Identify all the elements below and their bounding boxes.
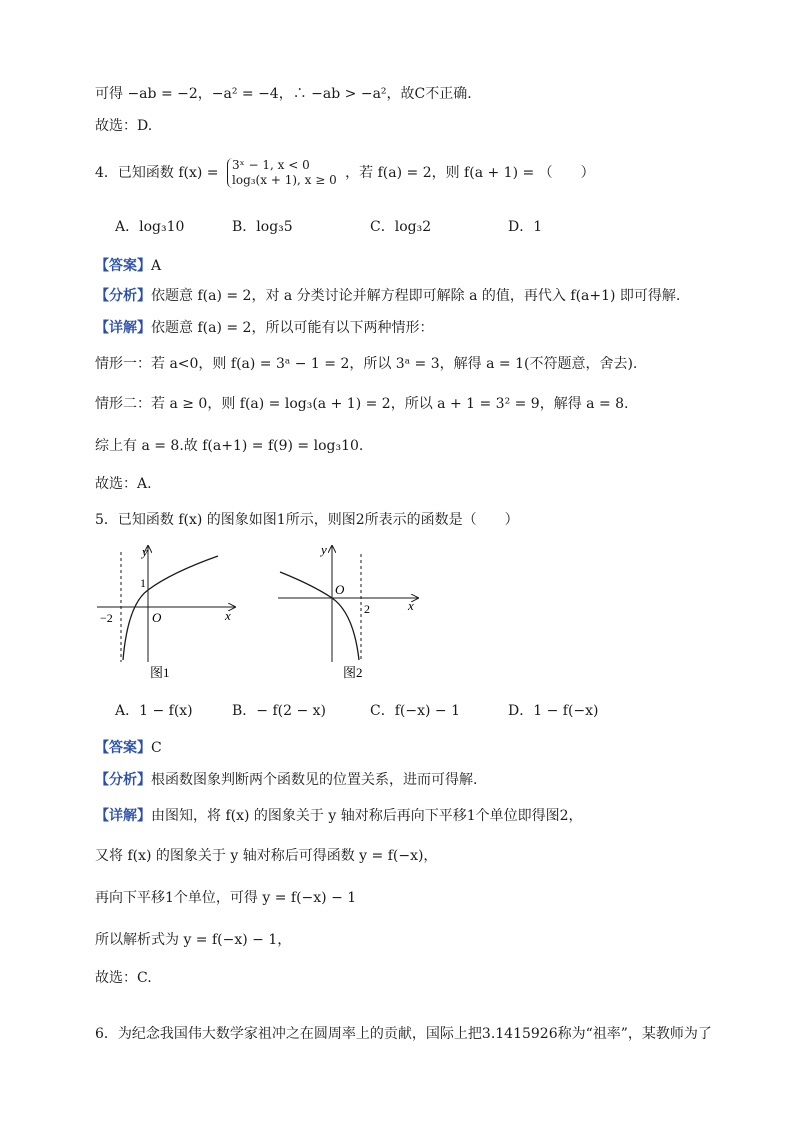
- text-line: 故选：D.: [95, 118, 153, 134]
- option-a: A．log₃10: [115, 219, 185, 235]
- analysis-tag: 【分析】: [95, 772, 151, 788]
- analysis-line: [95, 770, 477, 790]
- piecewise-definition: [227, 158, 337, 188]
- function-curve: [280, 572, 359, 660]
- figure-caption: 图1: [150, 665, 170, 680]
- answer-line: [95, 256, 161, 276]
- detail-line: [95, 318, 433, 338]
- asymptote-label: −2: [100, 611, 113, 625]
- answer-tag: 【答案】: [95, 740, 151, 756]
- option-d: D．1: [508, 219, 543, 235]
- text-line: 综上有 a = 8.故 f(a+1) = f(9) = log₃10.: [95, 438, 364, 454]
- figure-1: [92, 540, 252, 685]
- stem-suffix: ，若 f(a) = 2，则 f(a + 1) = （ ）: [345, 165, 595, 181]
- detail-tag: 【详解】: [95, 320, 151, 336]
- option-b: B．log₃5: [232, 219, 293, 235]
- option-c: C．f(−x) − 1: [370, 703, 460, 719]
- analysis-text: 依题意 f(a) = 2，对 a 分类讨论并解方程即可解除 a 的值，再代入 f(a+1) 即可得解.: [151, 288, 681, 304]
- text-line: 所以解析式为 y = f(−x) − 1，: [95, 932, 292, 948]
- analysis-line: [95, 286, 680, 306]
- question-5-stem: 5．已知函数 f(x) 的图象如图1所示，则图2所表示的函数是（ ）: [95, 512, 519, 528]
- analysis-tag: 【分析】: [95, 288, 151, 304]
- y-label: y: [321, 542, 327, 557]
- y-intercept-label: 1: [140, 576, 146, 590]
- answer-value: A: [151, 258, 162, 274]
- question-6-stem: 6．为纪念我国伟大数学家祖冲之在圆周率上的贡献，国际上把3.1415926称为“祖率”，某教师为了: [95, 1026, 712, 1042]
- option-d: D．1 − f(−x): [508, 703, 599, 719]
- detail-line: [95, 806, 583, 826]
- x-label: x: [408, 598, 414, 613]
- origin-label: O: [335, 582, 345, 597]
- option-a: A．1 − f(x): [115, 703, 193, 719]
- figure-2: [275, 540, 425, 685]
- answer-line: [95, 738, 162, 758]
- text-line: 再向下平移1个单位，可得 y = f(−x) − 1: [95, 890, 357, 906]
- text-line: 情形二：若 a ≥ 0，则 f(a) = log₃(a + 1) = 2，所以 a + 1 = 3² = 9，解得 a = 8.: [95, 396, 629, 412]
- piecewise-case-1: 3ˣ − 1, x < 0: [232, 158, 310, 172]
- piecewise-case-2: log₃(x + 1), x ≥ 0: [232, 173, 337, 187]
- option-c: C．log₃2: [370, 219, 432, 235]
- figure-caption: 图2: [343, 665, 363, 680]
- answer-value: C: [151, 740, 162, 756]
- origin-label: O: [152, 610, 162, 625]
- option-b: B．− f(2 − x): [232, 703, 327, 719]
- text-line: 可得 −ab = −2，−a² = −4，∴ −ab > −a²，故C不正确.: [95, 86, 472, 102]
- text-line: 故选：A.: [95, 476, 152, 492]
- detail-text: 依题意 f(a) = 2，所以可能有以下两种情形：: [151, 320, 434, 336]
- x-label: x: [225, 608, 231, 623]
- function-curve: [123, 556, 218, 660]
- detail-tag: 【详解】: [95, 808, 151, 824]
- question-4-stem: [95, 158, 595, 188]
- answer-tag: 【答案】: [95, 258, 151, 274]
- text-line: 又将 f(x) 的图象关于 y 轴对称后可得函数 y = f(−x)，: [95, 848, 438, 864]
- detail-text: 由图知，将 f(x) 的图象关于 y 轴对称后再向下平移1个单位即得图2，: [151, 808, 583, 824]
- text-line: 故选：C.: [95, 970, 152, 986]
- stem-prefix: 4．已知函数 f(x) =: [95, 165, 219, 181]
- y-label: y: [142, 544, 148, 559]
- asymptote-label: 2: [364, 602, 370, 616]
- text-line: 情形一：若 a<0，则 f(a) = 3ᵃ − 1 = 2，所以 3ᵃ = 3，解得 a = 1(不符题意，舍去).: [95, 356, 638, 372]
- analysis-text: 根函数图象判断两个函数见的位置关系，进而可得解.: [151, 772, 478, 788]
